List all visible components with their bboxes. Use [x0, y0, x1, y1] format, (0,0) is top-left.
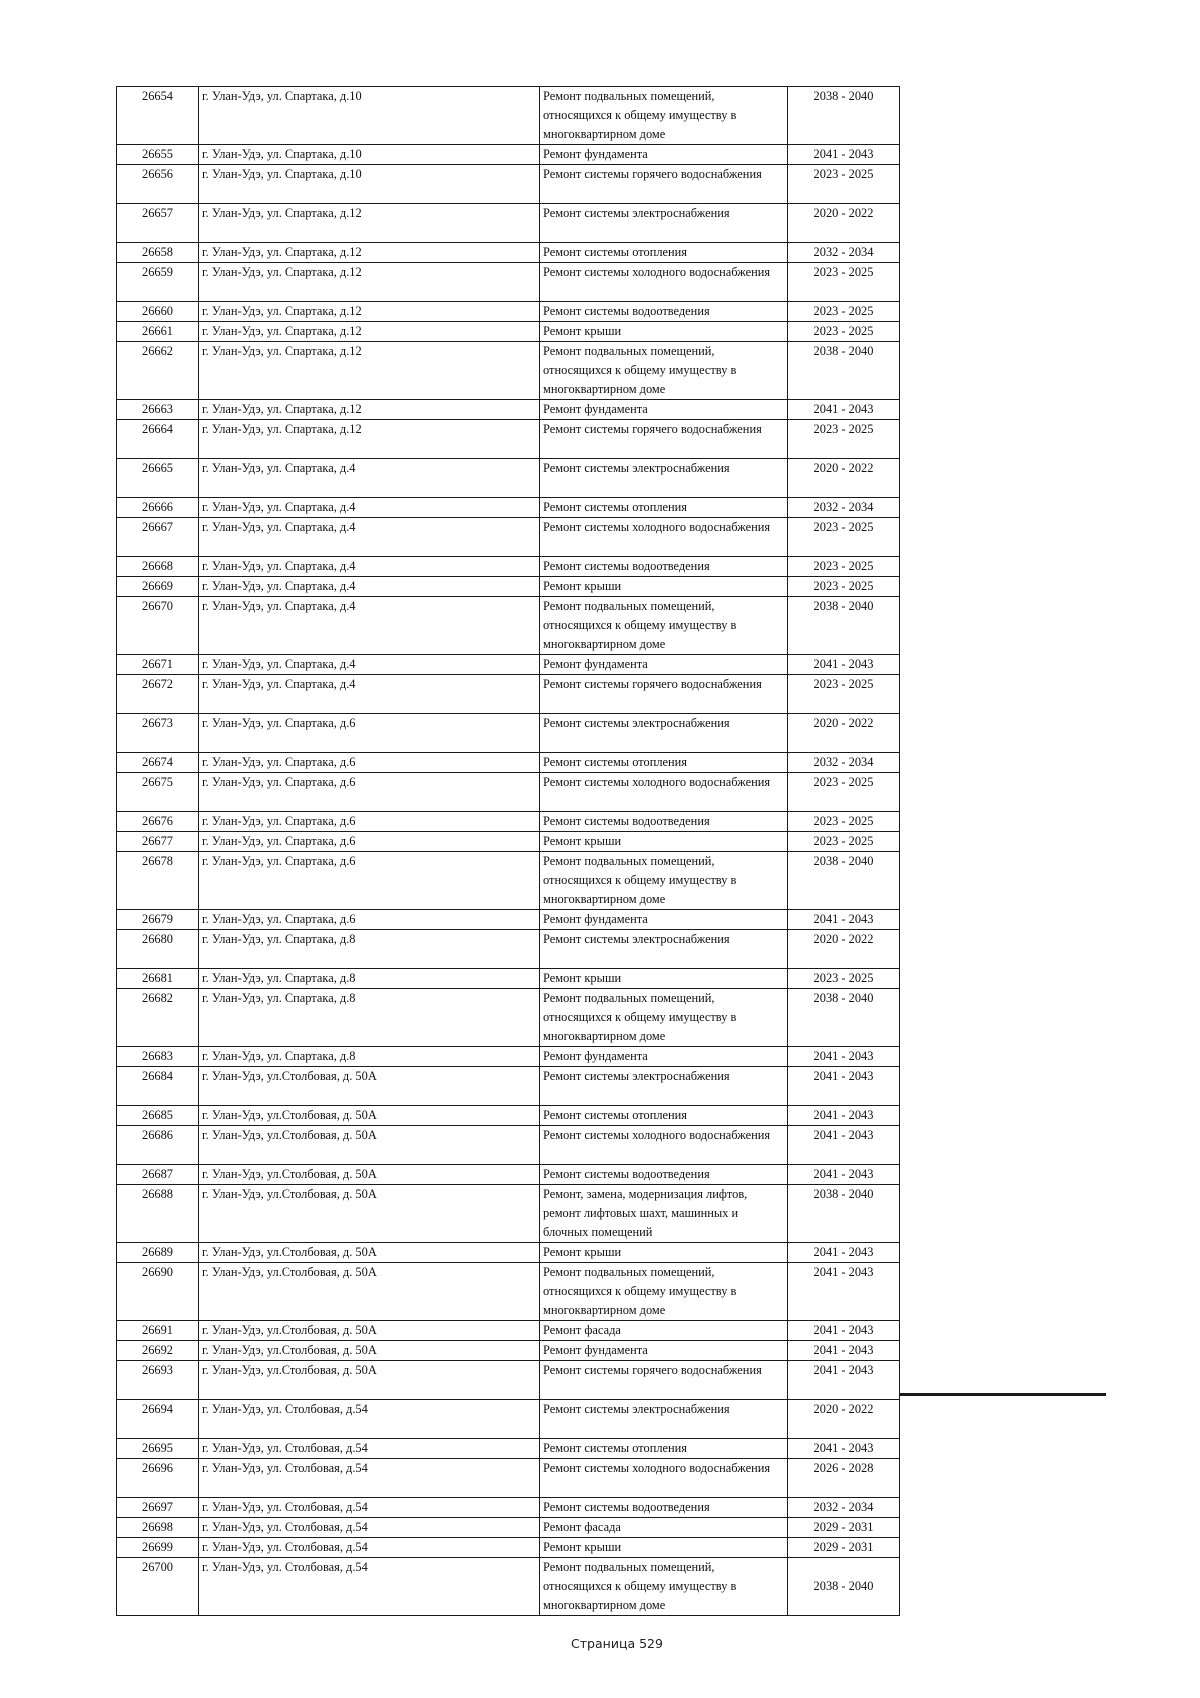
table-row: [117, 1459, 900, 1498]
address-cell: г. Улан-Удэ, ул. Спартака, д.12: [199, 420, 540, 459]
work-type-cell: Ремонт фундамента: [540, 145, 788, 165]
period-cell: 2023 - 2025: [788, 969, 900, 989]
row-number-cell: 26667: [117, 518, 199, 557]
row-number-cell: 26688: [117, 1185, 199, 1243]
work-type-cell: Ремонт крыши: [540, 1243, 788, 1263]
period-cell: 2032 - 2034: [788, 1498, 900, 1518]
period-cell: 2023 - 2025: [788, 302, 900, 322]
address-cell: г. Улан-Удэ, ул.Столбовая, д. 50А: [199, 1243, 540, 1263]
work-type-cell: Ремонт системы отопления: [540, 243, 788, 263]
work-type-cell: Ремонт фундамента: [540, 1047, 788, 1067]
period-cell: 2041 - 2043: [788, 1263, 900, 1321]
address-cell: г. Улан-Удэ, ул. Спартака, д.12: [199, 204, 540, 243]
period-cell: 2029 - 2031: [788, 1518, 900, 1538]
period-cell: 2041 - 2043: [788, 400, 900, 420]
table-row: [117, 1341, 900, 1361]
work-type-cell: Ремонт системы отопления: [540, 498, 788, 518]
work-type-cell: Ремонт фундамента: [540, 910, 788, 930]
address-cell: г. Улан-Удэ, ул. Столбовая, д.54: [199, 1498, 540, 1518]
row-number-cell: 26693: [117, 1361, 199, 1400]
work-type-cell: Ремонт системы электроснабжения: [540, 204, 788, 243]
period-cell: 2038 - 2040: [788, 1558, 900, 1616]
table-row: [117, 655, 900, 675]
table-row: [117, 1185, 900, 1243]
table-row: [117, 1439, 900, 1459]
address-cell: г. Улан-Удэ, ул.Столбовая, д. 50А: [199, 1067, 540, 1106]
work-type-cell: Ремонт крыши: [540, 1538, 788, 1558]
table-row: [117, 675, 900, 714]
period-cell: 2026 - 2028: [788, 1459, 900, 1498]
period-cell: 2041 - 2043: [788, 1439, 900, 1459]
table-row: [117, 243, 900, 263]
row-number-cell: 26687: [117, 1165, 199, 1185]
period-cell: 2041 - 2043: [788, 1243, 900, 1263]
address-cell: г. Улан-Удэ, ул. Спартака, д.10: [199, 145, 540, 165]
table-row: [117, 1106, 900, 1126]
row-number-cell: 26673: [117, 714, 199, 753]
row-number-cell: 26661: [117, 322, 199, 342]
period-cell: 2029 - 2031: [788, 1538, 900, 1558]
work-type-cell: Ремонт подвальных помещений, относящихся к общему имуществу в многоквартирном доме: [540, 1558, 788, 1616]
table-row: [117, 969, 900, 989]
period-cell: 2041 - 2043: [788, 1106, 900, 1126]
table-row: [117, 930, 900, 969]
table-row: [117, 1165, 900, 1185]
period-cell: 2020 - 2022: [788, 1400, 900, 1439]
address-cell: г. Улан-Удэ, ул. Спартака, д.4: [199, 557, 540, 577]
address-cell: г. Улан-Удэ, ул. Столбовая, д.54: [199, 1439, 540, 1459]
period-cell: 2023 - 2025: [788, 165, 900, 204]
row-number-cell: 26663: [117, 400, 199, 420]
work-type-cell: Ремонт системы водоотведения: [540, 1165, 788, 1185]
row-number-cell: 26689: [117, 1243, 199, 1263]
period-cell: 2023 - 2025: [788, 557, 900, 577]
period-cell: 2023 - 2025: [788, 518, 900, 557]
work-type-cell: Ремонт системы холодного водоснабжения: [540, 1126, 788, 1165]
period-cell: 2041 - 2043: [788, 1126, 900, 1165]
address-cell: г. Улан-Удэ, ул. Столбовая, д.54: [199, 1538, 540, 1558]
table-row: [117, 910, 900, 930]
period-cell: 2032 - 2034: [788, 753, 900, 773]
address-cell: г. Улан-Удэ, ул. Спартака, д.6: [199, 773, 540, 812]
period-cell: 2038 - 2040: [788, 989, 900, 1047]
table-row: [117, 263, 900, 302]
row-number-cell: 26690: [117, 1263, 199, 1321]
address-cell: г. Улан-Удэ, ул.Столбовая, д. 50А: [199, 1321, 540, 1341]
period-cell: 2023 - 2025: [788, 420, 900, 459]
address-cell: г. Улан-Удэ, ул. Спартака, д.6: [199, 753, 540, 773]
address-cell: г. Улан-Удэ, ул. Столбовая, д.54: [199, 1558, 540, 1616]
period-cell: 2023 - 2025: [788, 773, 900, 812]
work-type-cell: Ремонт подвальных помещений, относящихся к общему имуществу в многоквартирном доме: [540, 597, 788, 655]
period-cell: 2023 - 2025: [788, 263, 900, 302]
row-number-cell: 26696: [117, 1459, 199, 1498]
table-row: [117, 498, 900, 518]
work-type-cell: Ремонт крыши: [540, 577, 788, 597]
period-cell: 2041 - 2043: [788, 1047, 900, 1067]
period-cell: 2020 - 2022: [788, 714, 900, 753]
row-number-cell: 26675: [117, 773, 199, 812]
row-number-cell: 26666: [117, 498, 199, 518]
row-number-cell: 26691: [117, 1321, 199, 1341]
work-type-cell: Ремонт системы водоотведения: [540, 302, 788, 322]
row-number-cell: 26662: [117, 342, 199, 400]
period-cell: 2023 - 2025: [788, 577, 900, 597]
row-number-cell: 26679: [117, 910, 199, 930]
row-number-cell: 26684: [117, 1067, 199, 1106]
row-number-cell: 26670: [117, 597, 199, 655]
period-cell: 2032 - 2034: [788, 498, 900, 518]
table-row: [117, 204, 900, 243]
work-type-cell: Ремонт, замена, модернизация лифтов, ремонт лифтовых шахт, машинных и блочных помещений: [540, 1185, 788, 1243]
period-cell: 2041 - 2043: [788, 910, 900, 930]
table-row: [117, 597, 900, 655]
work-type-cell: Ремонт системы отопления: [540, 1106, 788, 1126]
work-type-cell: Ремонт системы горячего водоснабжения: [540, 675, 788, 714]
address-cell: г. Улан-Удэ, ул. Спартака, д.12: [199, 243, 540, 263]
work-type-cell: Ремонт фасада: [540, 1518, 788, 1538]
work-type-cell: Ремонт фундамента: [540, 400, 788, 420]
work-type-cell: Ремонт системы электроснабжения: [540, 714, 788, 753]
address-cell: г. Улан-Удэ, ул.Столбовая, д. 50А: [199, 1185, 540, 1243]
row-number-cell: 26692: [117, 1341, 199, 1361]
work-type-cell: Ремонт подвальных помещений, относящихся к общему имуществу в многоквартирном доме: [540, 989, 788, 1047]
address-cell: г. Улан-Удэ, ул. Спартака, д.4: [199, 655, 540, 675]
period-cell: 2020 - 2022: [788, 459, 900, 498]
period-cell: 2041 - 2043: [788, 655, 900, 675]
address-cell: г. Улан-Удэ, ул. Спартака, д.12: [199, 400, 540, 420]
repair-schedule-table: [116, 86, 900, 1616]
row-number-cell: 26695: [117, 1439, 199, 1459]
address-cell: г. Улан-Удэ, ул. Спартака, д.4: [199, 518, 540, 557]
address-cell: г. Улан-Удэ, ул. Столбовая, д.54: [199, 1400, 540, 1439]
table-row: [117, 145, 900, 165]
period-cell: 2038 - 2040: [788, 852, 900, 910]
table-row: [117, 1558, 900, 1616]
address-cell: г. Улан-Удэ, ул. Спартака, д.10: [199, 165, 540, 204]
row-number-cell: 26671: [117, 655, 199, 675]
table-row: [117, 753, 900, 773]
period-cell: 2041 - 2043: [788, 1341, 900, 1361]
table-row: [117, 1498, 900, 1518]
row-number-cell: 26674: [117, 753, 199, 773]
work-type-cell: Ремонт крыши: [540, 832, 788, 852]
work-type-cell: Ремонт системы холодного водоснабжения: [540, 518, 788, 557]
table-row: [117, 773, 900, 812]
row-number-cell: 26658: [117, 243, 199, 263]
work-type-cell: Ремонт системы водоотведения: [540, 557, 788, 577]
address-cell: г. Улан-Удэ, ул.Столбовая, д. 50А: [199, 1341, 540, 1361]
address-cell: г. Улан-Удэ, ул.Столбовая, д. 50А: [199, 1106, 540, 1126]
table-row: [117, 322, 900, 342]
table-row: [117, 1067, 900, 1106]
table-row: [117, 1243, 900, 1263]
period-cell: 2041 - 2043: [788, 145, 900, 165]
address-cell: г. Улан-Удэ, ул. Спартака, д.6: [199, 852, 540, 910]
table-row: [117, 1263, 900, 1321]
period-cell: 2038 - 2040: [788, 342, 900, 400]
work-type-cell: Ремонт системы электроснабжения: [540, 1400, 788, 1439]
table-row: [117, 714, 900, 753]
row-number-cell: 26686: [117, 1126, 199, 1165]
work-type-cell: Ремонт системы горячего водоснабжения: [540, 165, 788, 204]
row-number-cell: 26681: [117, 969, 199, 989]
table-row: [117, 87, 900, 145]
address-cell: г. Улан-Удэ, ул. Спартака, д.12: [199, 302, 540, 322]
table-row: [117, 165, 900, 204]
address-cell: г. Улан-Удэ, ул.Столбовая, д. 50А: [199, 1361, 540, 1400]
row-number-cell: 26685: [117, 1106, 199, 1126]
row-number-cell: 26668: [117, 557, 199, 577]
row-number-cell: 26672: [117, 675, 199, 714]
row-number-cell: 26676: [117, 812, 199, 832]
row-number-cell: 26683: [117, 1047, 199, 1067]
table-row: [117, 557, 900, 577]
work-type-cell: Ремонт подвальных помещений, относящихся к общему имуществу в многоквартирном доме: [540, 1263, 788, 1321]
address-cell: г. Улан-Удэ, ул. Спартака, д.12: [199, 342, 540, 400]
period-cell: 2041 - 2043: [788, 1165, 900, 1185]
work-type-cell: Ремонт подвальных помещений, относящихся к общему имуществу в многоквартирном доме: [540, 342, 788, 400]
row-number-cell: 26657: [117, 204, 199, 243]
address-cell: г. Улан-Удэ, ул. Спартака, д.8: [199, 930, 540, 969]
table-row: [117, 400, 900, 420]
address-cell: г. Улан-Удэ, ул.Столбовая, д. 50А: [199, 1165, 540, 1185]
period-cell: 2023 - 2025: [788, 812, 900, 832]
table-row: [117, 1126, 900, 1165]
address-cell: г. Улан-Удэ, ул. Спартака, д.8: [199, 1047, 540, 1067]
work-type-cell: Ремонт подвальных помещений, относящихся к общему имуществу в многоквартирном доме: [540, 87, 788, 145]
row-number-cell: 26697: [117, 1498, 199, 1518]
address-cell: г. Улан-Удэ, ул. Спартака, д.12: [199, 322, 540, 342]
row-number-cell: 26660: [117, 302, 199, 322]
address-cell: г. Улан-Удэ, ул. Столбовая, д.54: [199, 1518, 540, 1538]
work-type-cell: Ремонт системы водоотведения: [540, 1498, 788, 1518]
table-row: [117, 518, 900, 557]
table-row: [117, 812, 900, 832]
address-cell: г. Улан-Удэ, ул. Спартака, д.4: [199, 498, 540, 518]
address-cell: г. Улан-Удэ, ул. Спартака, д.6: [199, 910, 540, 930]
row-number-cell: 26669: [117, 577, 199, 597]
address-cell: г. Улан-Удэ, ул. Спартака, д.10: [199, 87, 540, 145]
row-number-cell: 26700: [117, 1558, 199, 1616]
work-type-cell: Ремонт системы холодного водоснабжения: [540, 1459, 788, 1498]
address-cell: г. Улан-Удэ, ул. Спартака, д.4: [199, 459, 540, 498]
work-type-cell: Ремонт системы электроснабжения: [540, 1067, 788, 1106]
table-row: [117, 1518, 900, 1538]
address-cell: г. Улан-Удэ, ул.Столбовая, д. 50А: [199, 1126, 540, 1165]
address-cell: г. Улан-Удэ, ул. Спартака, д.4: [199, 597, 540, 655]
row-number-cell: 26659: [117, 263, 199, 302]
work-type-cell: Ремонт системы водоотведения: [540, 812, 788, 832]
work-type-cell: Ремонт фасада: [540, 1321, 788, 1341]
row-number-cell: 26694: [117, 1400, 199, 1439]
period-cell: 2038 - 2040: [788, 87, 900, 145]
address-cell: г. Улан-Удэ, ул. Спартака, д.4: [199, 675, 540, 714]
row-number-cell: 26680: [117, 930, 199, 969]
address-cell: г. Улан-Удэ, ул. Спартака, д.4: [199, 577, 540, 597]
period-cell: 2038 - 2040: [788, 597, 900, 655]
work-type-cell: Ремонт фундамента: [540, 1341, 788, 1361]
address-cell: г. Улан-Удэ, ул. Спартака, д.6: [199, 812, 540, 832]
work-type-cell: Ремонт системы холодного водоснабжения: [540, 263, 788, 302]
row-number-cell: 26665: [117, 459, 199, 498]
table-row: [117, 420, 900, 459]
table-row: [117, 832, 900, 852]
table-row: [117, 1538, 900, 1558]
period-cell: 2041 - 2043: [788, 1361, 900, 1400]
row-number-cell: 26682: [117, 989, 199, 1047]
period-cell: 2023 - 2025: [788, 675, 900, 714]
row-number-cell: 26654: [117, 87, 199, 145]
work-type-cell: Ремонт системы отопления: [540, 1439, 788, 1459]
table-row: [117, 302, 900, 322]
row-number-cell: 26655: [117, 145, 199, 165]
period-cell: 2041 - 2043: [788, 1067, 900, 1106]
row-number-cell: 26699: [117, 1538, 199, 1558]
row-number-cell: 26678: [117, 852, 199, 910]
address-cell: г. Улан-Удэ, ул. Спартака, д.6: [199, 832, 540, 852]
table-body: [117, 87, 900, 1616]
period-cell: 2032 - 2034: [788, 243, 900, 263]
table-row: [117, 1321, 900, 1341]
work-type-cell: Ремонт крыши: [540, 322, 788, 342]
work-type-cell: Ремонт системы горячего водоснабжения: [540, 420, 788, 459]
period-cell: 2020 - 2022: [788, 930, 900, 969]
address-cell: г. Улан-Удэ, ул. Спартака, д.8: [199, 989, 540, 1047]
work-type-cell: Ремонт системы холодного водоснабжения: [540, 773, 788, 812]
table-row: [117, 459, 900, 498]
table-row: [117, 989, 900, 1047]
address-cell: г. Улан-Удэ, ул.Столбовая, д. 50А: [199, 1263, 540, 1321]
table-row: [117, 1361, 900, 1400]
period-cell: 2038 - 2040: [788, 1185, 900, 1243]
page-number: Страница 529: [571, 1636, 663, 1651]
row-number-cell: 26664: [117, 420, 199, 459]
work-type-cell: Ремонт системы электроснабжения: [540, 459, 788, 498]
row-number-cell: 26698: [117, 1518, 199, 1538]
table-row: [117, 342, 900, 400]
work-type-cell: Ремонт крыши: [540, 969, 788, 989]
period-cell: 2020 - 2022: [788, 204, 900, 243]
table-row: [117, 852, 900, 910]
work-type-cell: Ремонт системы горячего водоснабжения: [540, 1361, 788, 1400]
period-cell: 2041 - 2043: [788, 1321, 900, 1341]
address-cell: г. Улан-Удэ, ул. Столбовая, д.54: [199, 1459, 540, 1498]
work-type-cell: Ремонт подвальных помещений, относящихся к общему имуществу в многоквартирном доме: [540, 852, 788, 910]
address-cell: г. Улан-Удэ, ул. Спартака, д.8: [199, 969, 540, 989]
address-cell: г. Улан-Удэ, ул. Спартака, д.12: [199, 263, 540, 302]
address-cell: г. Улан-Удэ, ул. Спартака, д.6: [199, 714, 540, 753]
table-row: [117, 577, 900, 597]
table-row: [117, 1400, 900, 1439]
margin-rule-line: [900, 1393, 1106, 1396]
row-number-cell: 26677: [117, 832, 199, 852]
work-type-cell: Ремонт фундамента: [540, 655, 788, 675]
table-row: [117, 1047, 900, 1067]
row-number-cell: 26656: [117, 165, 199, 204]
work-type-cell: Ремонт системы отопления: [540, 753, 788, 773]
period-cell: 2023 - 2025: [788, 322, 900, 342]
work-type-cell: Ремонт системы электроснабжения: [540, 930, 788, 969]
period-cell: 2023 - 2025: [788, 832, 900, 852]
